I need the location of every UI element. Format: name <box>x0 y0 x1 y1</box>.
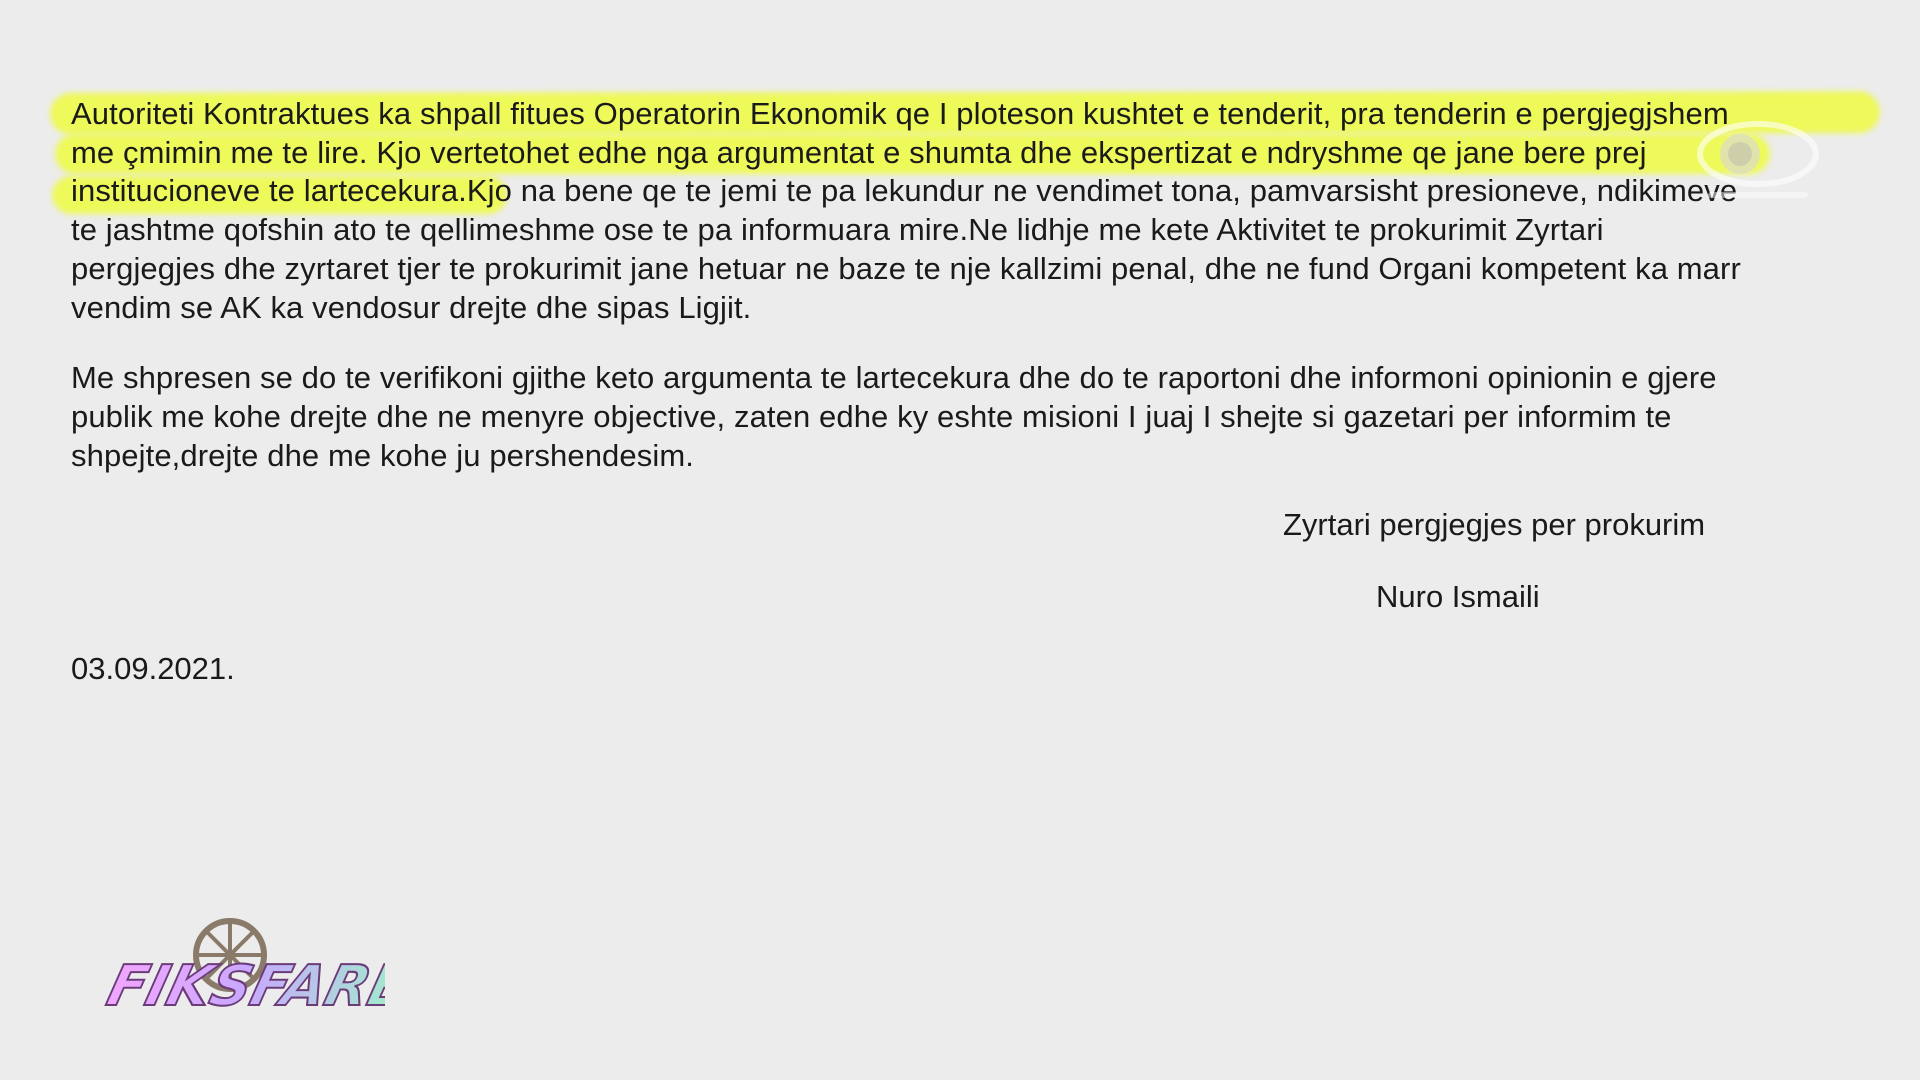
text-line: me çmimin me te lire. Kjo vertetohet edhe nga argumentat e shumta dhe ekspertizat e ndryshme qe jane bere prej <box>71 134 1647 170</box>
text-line: vendim se AK ka vendosur drejte dhe sipas Ligjit. <box>71 289 752 325</box>
text-line: Autoriteti Kontraktues ka shpall fitues Operatorin Ekonomik qe I ploteson kushtet e tenderit, pra tenderin e pergjegjshem <box>71 96 1729 131</box>
signature-title: Zyrtari pergjegjes per prokurim <box>1283 507 1706 542</box>
text-line: shpejte,drejte dhe me kohe ju pershendesim. <box>71 437 694 473</box>
paragraph-2 <box>71 359 1861 475</box>
fiksfare-logo <box>95 915 385 1025</box>
text-line: Me shpresen se do te verifikoni gjithe keto argumenta te lartecekura dhe do te raportoni dhe informoni opinionin e gjere <box>71 360 1717 396</box>
text-line: pergjegjes dhe zyrtaret tjer te prokurimit jane hetuar ne baze te nje kallzimi penal, dhe ne fund Organi kompetent ka marr <box>71 250 1741 286</box>
text-line: te jashtme qofshin ato te qellimeshme ose te pa informuara mire.Ne lidhje me kete Aktivitet te prokurimit Zyrtari <box>71 212 1604 248</box>
channel-watermark-icon <box>1688 112 1828 212</box>
paragraph-1 <box>71 95 1861 327</box>
document-body <box>71 95 1861 475</box>
text-line: publik me kohe drejte dhe ne menyre objective, zaten edhe ky eshte misioni I juaj I shejte si gazetari per informim te <box>71 398 1672 434</box>
signature-name: Nuro Ismaili <box>1376 579 1540 614</box>
svg-text:FIKSFARE: FIKSFARE <box>101 953 385 1019</box>
document-date: 03.09.2021. <box>71 651 235 686</box>
text-line: institucioneve te lartecekura.Kjo na bene qe te jemi te pa lekundur ne vendimet tona, pamvarsisht presioneve, ndikimeve <box>71 173 1738 209</box>
